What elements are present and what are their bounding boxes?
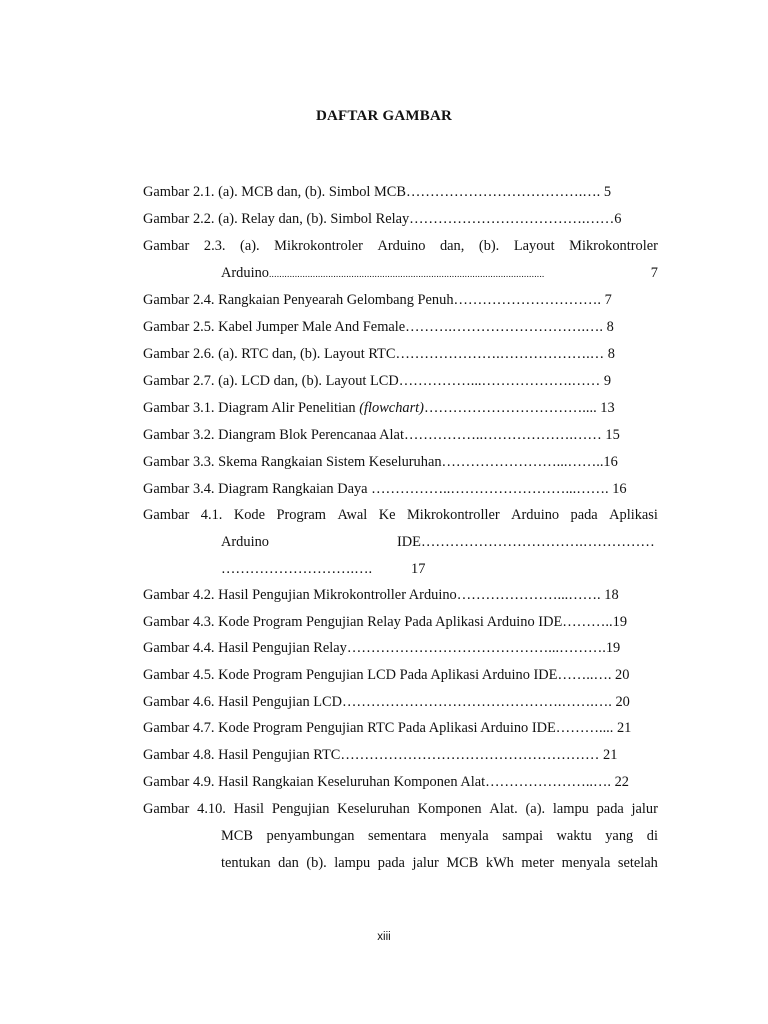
entry-dots: …………………………….... 13	[423, 400, 615, 416]
leader-dots: ...........................................................................................................	[268, 270, 545, 280]
word: pada	[377, 855, 405, 871]
word: Hasil	[233, 801, 265, 817]
word: meter	[521, 855, 555, 871]
list-item: Gambar 2.1. (a). MCB dan, (b). Simbol MCB……………………………….…. 5	[143, 184, 612, 200]
list-item: Gambar 2.6. (a). RTC dan, (b). Layout RTC………………….……………….… 8	[143, 346, 615, 362]
word: Gambar	[143, 238, 190, 254]
word: pada	[596, 801, 624, 817]
word: lampu	[552, 801, 589, 817]
word: lampu	[334, 855, 371, 871]
word: Aplikasi	[609, 507, 658, 523]
list-item: Gambar 2.5. Kabel Jumper Male And Female……….……………………….…. 8	[143, 319, 614, 335]
word: Komponen	[417, 801, 482, 817]
entry-text: Arduino	[221, 265, 269, 281]
word: dan,	[439, 238, 465, 254]
list-item: Gambar 2.2. (a). Relay dan, (b). Simbol Relay……………………………….……6	[143, 211, 622, 227]
word: Ke	[378, 507, 396, 523]
word: (a).	[240, 238, 260, 254]
word: Mikrokontroler	[569, 238, 658, 254]
word: Alat.	[489, 801, 518, 817]
list-item: Gambar 2.7. (a). LCD dan, (b). Layout LCD……………...……………….…… 9	[143, 373, 612, 389]
word: penyambungan	[266, 828, 355, 844]
word: dan	[278, 855, 299, 871]
word: (b).	[306, 855, 327, 871]
list-item: Gambar 2.4. Rangkaian Penyearah Gelombang Penuh…………………………. 7	[143, 292, 612, 308]
word: sementara	[368, 828, 427, 844]
page-title: DAFTAR GAMBAR	[315, 108, 453, 124]
word: di	[646, 828, 658, 844]
page-ref: 7	[650, 265, 658, 281]
list-item: Gambar 4.5. Kode Program Pengujian LCD Pada Aplikasi Arduino IDE……..…. 20	[143, 667, 630, 683]
word: Awal	[337, 507, 368, 523]
word: pada	[570, 507, 598, 523]
word: Mikrokontroler	[274, 238, 363, 254]
word: Keseluruhan	[337, 801, 410, 817]
entry-italic: (flowchart)	[359, 400, 424, 416]
list-item: Gambar 4.6. Hasil Pengujian LCD……………………………………….…….…. 20	[143, 694, 630, 710]
list-item: Gambar 4.8. Hasil Pengujian RTC……………………………………………… 21	[143, 747, 618, 763]
word: jalur	[631, 801, 658, 817]
word: (a).	[525, 801, 546, 817]
word: menyala	[439, 828, 489, 844]
list-item: Gambar 3.2. Diangram Blok Perencanaa Alat……………..……………….…… 15	[143, 427, 620, 443]
word: MCB	[221, 828, 253, 844]
word: Gambar	[143, 801, 190, 817]
word: sampai	[502, 828, 543, 844]
word: tentukan	[221, 855, 271, 871]
word: 4.10.	[197, 801, 226, 817]
word: jalur	[412, 855, 439, 871]
word: Arduino	[511, 507, 560, 523]
list-item: Gambar 4.2. Hasil Pengujian Mikrokontroller Arduino…………………...……. 18	[143, 587, 619, 603]
list-item-justified	[143, 801, 658, 818]
word: waktu	[556, 828, 592, 844]
entry-continuation: Arduino	[221, 534, 269, 550]
page-ref: 17	[411, 561, 426, 577]
word: Program	[276, 507, 326, 523]
word: menyala	[561, 855, 611, 871]
word: (b).	[478, 238, 500, 254]
list-item-justified	[143, 507, 658, 524]
word: 4.1.	[200, 507, 223, 523]
word: kWh	[485, 855, 514, 871]
word: Kode	[233, 507, 265, 523]
list-item: Gambar 4.3. Kode Program Pengujian Relay Pada Aplikasi Arduino IDE………..19	[143, 614, 628, 630]
word: Arduino	[377, 238, 426, 254]
page-number: xiii	[377, 931, 391, 943]
word: Layout	[513, 238, 555, 254]
entry-continuation-justified	[221, 828, 658, 845]
word: Gambar	[143, 507, 190, 523]
entry-text: Gambar 3.1. Diagram Alir Penelitian	[143, 400, 360, 416]
list-item: Gambar 3.3. Skema Rangkaian Sistem Keseluruhan……………………...……..16	[143, 454, 618, 470]
list-item-continuation	[221, 265, 658, 282]
word: Mikrokontroller	[406, 507, 500, 523]
leader-dots: ……………………….….	[221, 561, 373, 577]
list-item: Gambar 4.4. Hasil Pengujian Relay……………………………………...……….19	[143, 640, 621, 656]
entry-continuation: IDE…………………………….……………	[397, 534, 655, 550]
word: Pengujian	[271, 801, 330, 817]
list-item: Gambar 4.7. Kode Program Pengujian RTC Pada Aplikasi Arduino IDE……….... 21	[143, 720, 632, 736]
list-item	[143, 400, 615, 417]
list-item: Gambar 4.9. Hasil Rangkaian Keseluruhan Komponen Alat…………………..…. 22	[143, 774, 629, 790]
entry-continuation-justified	[221, 855, 658, 872]
list-item: Gambar 3.4. Diagram Rangkaian Daya ……………..……………………...……. 16	[143, 481, 627, 497]
word: setelah	[617, 855, 658, 871]
word: 2.3.	[203, 238, 226, 254]
list-item-justified	[143, 238, 658, 255]
word: yang	[605, 828, 634, 844]
word: MCB	[446, 855, 479, 871]
